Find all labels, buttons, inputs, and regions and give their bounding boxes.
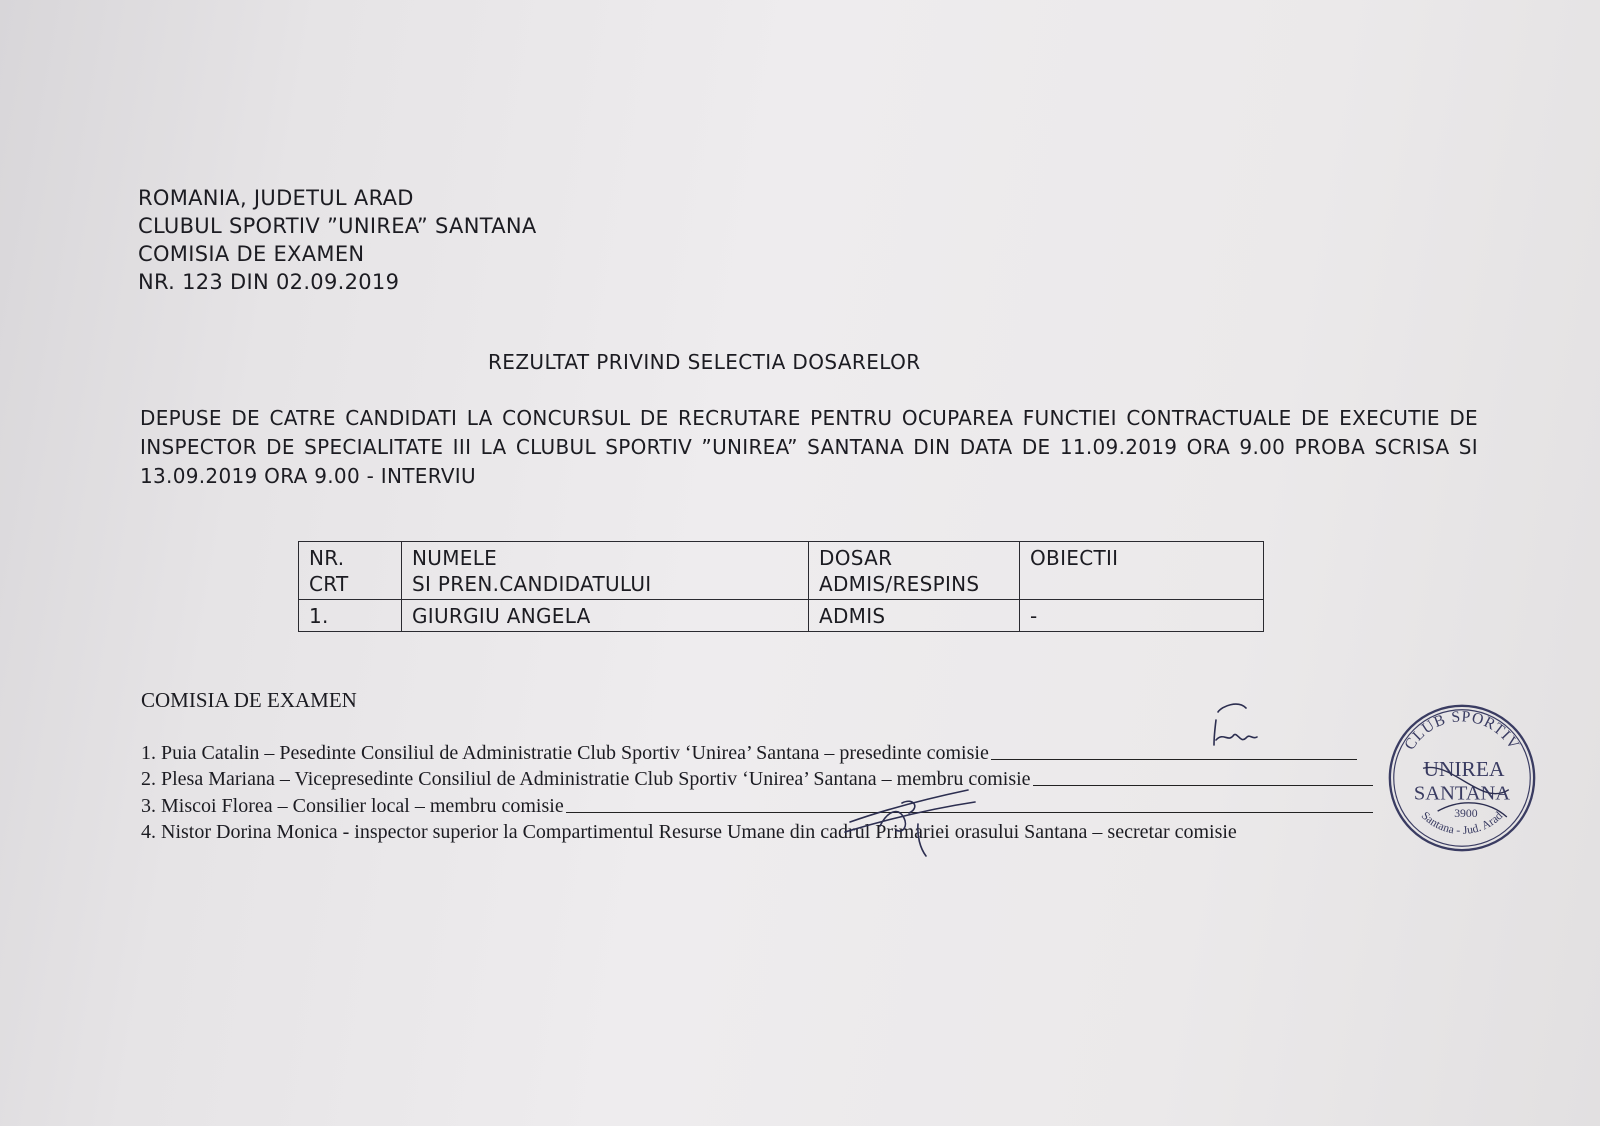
- member-text: 4. Nistor Dorina Monica - inspector superior la Compartimentul Resurse Umane din cadrul Primariei orasului Santana – secretar comisie: [141, 821, 1237, 843]
- cell-nr: 1.: [299, 600, 402, 632]
- svg-text:CLUB SPORTIV: CLUB SPORTIV: [1401, 708, 1523, 754]
- member-text: 3. Miscoi Florea – Consilier local – membru comisie: [141, 794, 564, 817]
- header-line-club: CLUBUL SPORTIV ”UNIREA” SANTANA: [138, 214, 537, 238]
- signature-line: [1033, 785, 1373, 786]
- member-text: 1. Puia Catalin – Pesedinte Consiliul de Administratie Club Sportiv ‘Unirea’ Santana – presedinte comisie: [141, 741, 989, 764]
- header-line-commission: COMISIA DE EXAMEN: [138, 242, 365, 266]
- commission-members: [141, 738, 1571, 844]
- header-file-status: DOSAR ADMIS/RESPINS: [809, 542, 1020, 600]
- commission-title: COMISIA DE EXAMEN: [141, 688, 357, 712]
- header-objections: OBIECTII: [1020, 542, 1264, 600]
- svg-text:3900: 3900: [1454, 807, 1478, 820]
- results-table: [298, 541, 1264, 632]
- list-item: [141, 738, 1357, 765]
- member-text: 2. Plesa Mariana – Vicepresedinte Consiliul de Administratie Club Sportiv ‘Unirea’ Santana – membru comisie: [141, 768, 1031, 790]
- document-title: REZULTAT PRIVIND SELECTIA DOSARELOR: [488, 350, 921, 374]
- cell-objections: -: [1020, 600, 1264, 632]
- svg-text:SANTANA: SANTANA: [1413, 782, 1511, 805]
- header-nr-crt: NR. CRT: [299, 542, 402, 600]
- list-item: [141, 765, 1373, 792]
- cell-file-status: ADMIS: [809, 600, 1020, 632]
- table-row: [299, 600, 1264, 632]
- list-item: [141, 791, 1373, 818]
- svg-text:UNIREA: UNIREA: [1423, 757, 1505, 782]
- signature-line: [566, 812, 1373, 813]
- svg-text:Santana - Jud. Arad: Santana - Jud. Arad: [1418, 809, 1506, 838]
- table-header-row: [299, 542, 1264, 600]
- document-intro: DEPUSE DE CATRE CANDIDATI LA CONCURSUL DE RECRUTARE PENTRU OCUPAREA FUNCTIEI CONTRACTUALE DE EXECUTIE DE INSPECTOR DE SPECIALITATE III LA CLUBUL SPORTIV ”UNIREA” SANTANA DIN DATA DE 11.09.2019 ORA 9.00 PROBA SCRISA SI 13.09.2019 ORA 9.00 - INTERVIU: [140, 406, 1478, 488]
- header-line-number: NR. 123 DIN 02.09.2019: [138, 270, 400, 294]
- header-line-county: ROMANIA, JUDETUL ARAD: [138, 186, 414, 210]
- list-item: [141, 818, 1571, 845]
- signature-line: [991, 759, 1357, 760]
- document-header: [138, 184, 537, 296]
- cell-candidate-name: GIURGIU ANGELA: [402, 600, 809, 632]
- header-candidate-name: NUMELE SI PREN.CANDIDATULUI: [402, 542, 809, 600]
